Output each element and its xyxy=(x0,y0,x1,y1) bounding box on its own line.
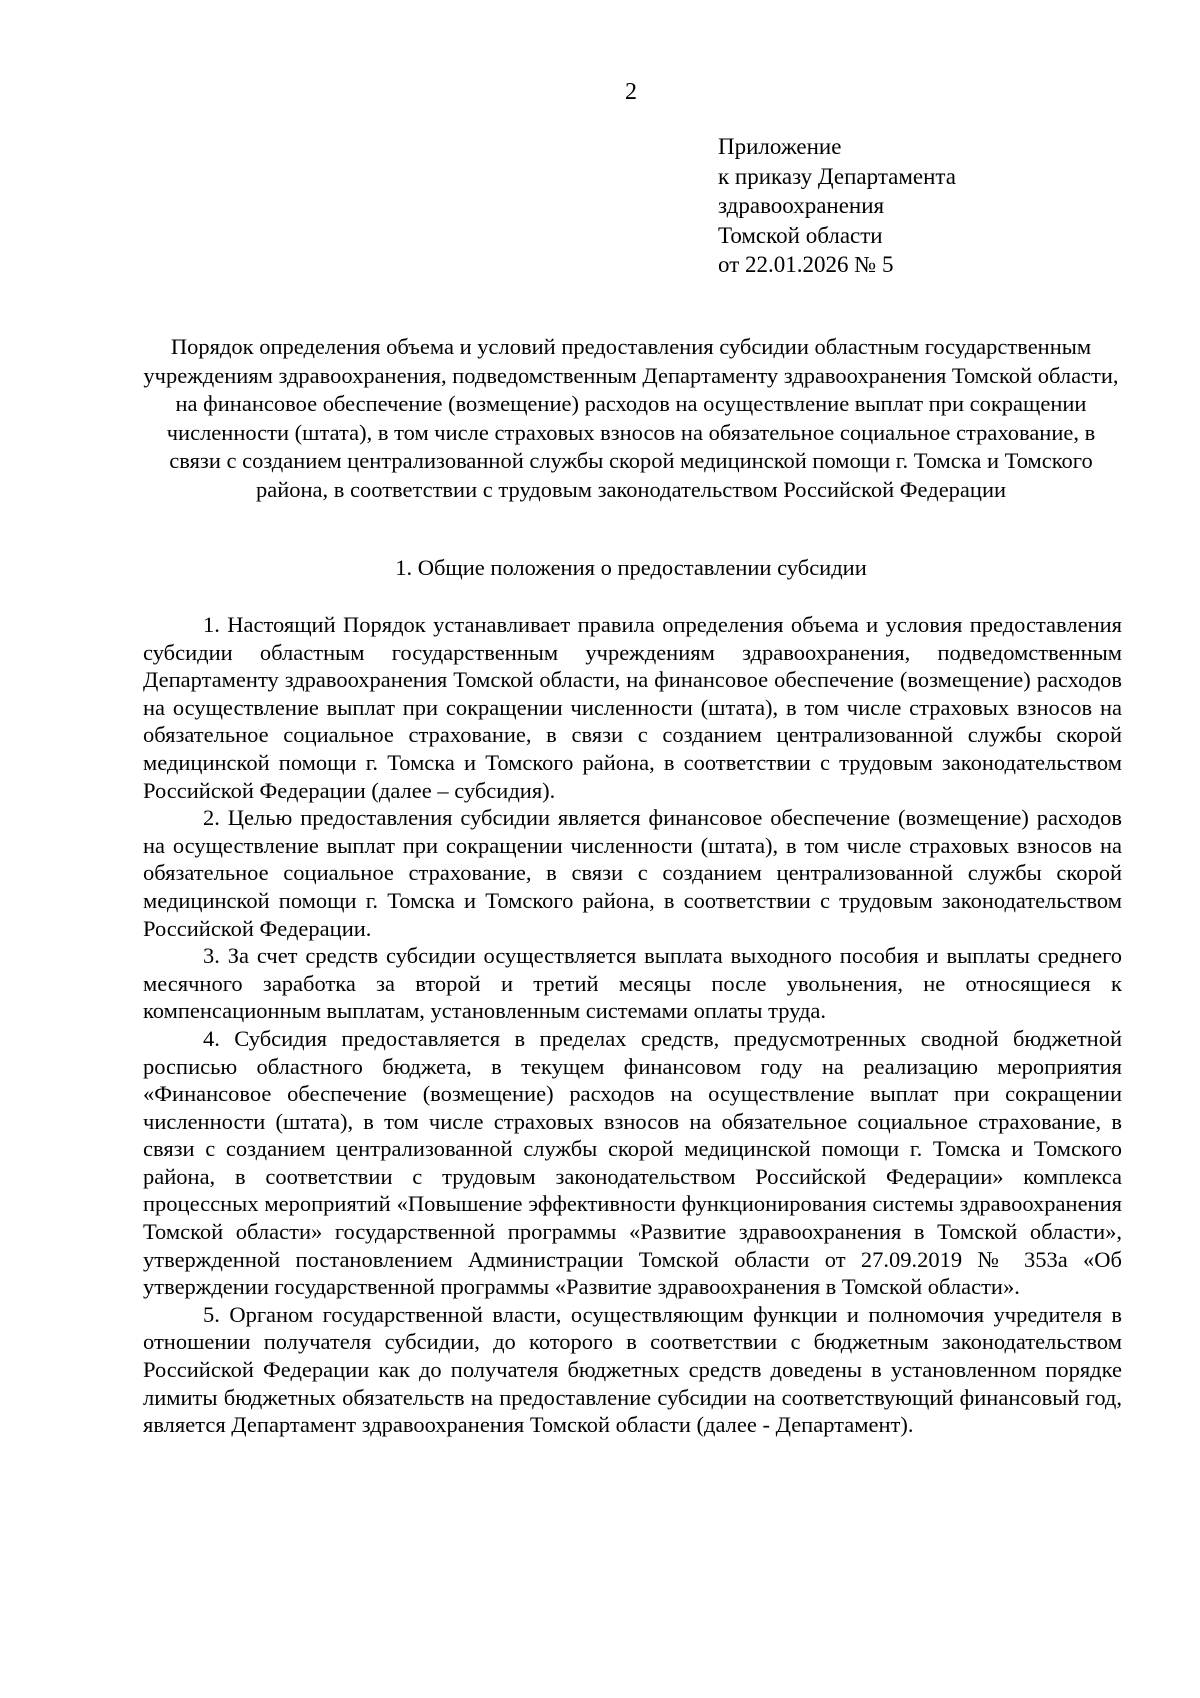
appendix-block xyxy=(718,132,956,280)
page-number: 2 xyxy=(625,79,637,105)
paragraph-3: 3. За счет средств субсидии осуществляется выплата выходного пособия и выплаты среднего месячного заработка за второй и третий месяцы после увольнения, не относящиеся к компенсационным выплатам, установленным системами оплаты труда. xyxy=(143,943,1122,1024)
paragraph-1: 1. Настоящий Порядок устанавливает правила определения объема и условия предоставления субсидии областным государственным учреждениям здравоохранения, подведомственным Департаменту здравоохранения Томской области, на финансовое обеспечение (возмещение) расходов на осуществление выплат при сокращении численности (штата), в том числе страховых взносов на обязательное социальное страхование, в связи с созданием централизованной службы скорой медицинской помощи г. Томска и Томского района, в соответствии с трудовым законодательством Российской Федерации (далее – субсидия). xyxy=(143,612,1122,803)
document-title: Порядок определения объема и условий предоставления субсидии областным государственным учреждениям здравоохранения, подведомственным Департаменту здравоохранения Томской области, на финансовое обеспечение (возмещение) расходов на осуществление выплат при сокращении численности (штата), в том числе страховых взносов на обязательное социальное страхование, в связи с созданием централизованной службы скорой медицинской помощи г. Томска и Томского района, в соответствии с трудовым законодательством Российской Федерации xyxy=(143,334,1119,502)
appendix-line: здравоохранения xyxy=(718,193,885,218)
appendix-date-line: от 22.01.2026 № 5 xyxy=(718,252,894,277)
section-heading: 1. Общие положения о предоставлении субсидии xyxy=(395,555,867,580)
paragraph-2: 2. Целью предоставления субсидии является финансовое обеспечение (возмещение) расходов на осуществление выплат при сокращении численности (штата), в том числе страховых взносов на обязательное социальное страхование, в связи с созданием централизованной службы скорой медицинской помощи г. Томска и Томского района, в соответствии с трудовым законодательством Российской Федерации. xyxy=(143,805,1122,941)
paragraph-4: 4. Субсидия предоставляется в пределах средств, предусмотренных сводной бюджетной росписью областного бюджета, в текущем финансовом году на реализацию мероприятия «Финансовое обеспечение (возмещение) расходов на осуществление выплат при сокращении численности (штата), в том числе страховых взносов на обязательное социальное страхование, в связи с созданием централизованной службы скорой медицинской помощи г. Томска и Томского района, в соответствии с трудовым законодательством Российской Федерации» комплекса процессных мероприятий «Повышение эффективности функционирования системы здравоохранения Томской области» государственной программы «Развитие здравоохранения в Томской области», утвержденной постановлением Администрации Томской области от 27.09.2019 № 353а «Об утверждении государственной программы «Развитие здравоохранения в Томской области». xyxy=(143,1025,1122,1300)
appendix-line: Томской области xyxy=(718,222,883,248)
paragraph-5: 5. Органом государственной власти, осуществляющим функции и полномочия учредителя в отношении получателя субсидии, до которого в соответствии с бюджетным законодательством Российской Федерации как до получателя бюджетных средств доведены в установленном порядке лимиты бюджетных обязательств на предоставление субсидии на соответствующий финансовый год, является Департамент здравоохранения Томской области (далее - Департамент). xyxy=(143,1301,1122,1438)
appendix-line: Приложение xyxy=(718,134,842,159)
appendix-line: к приказу Департамента xyxy=(718,163,956,189)
body-text xyxy=(143,611,1122,1439)
